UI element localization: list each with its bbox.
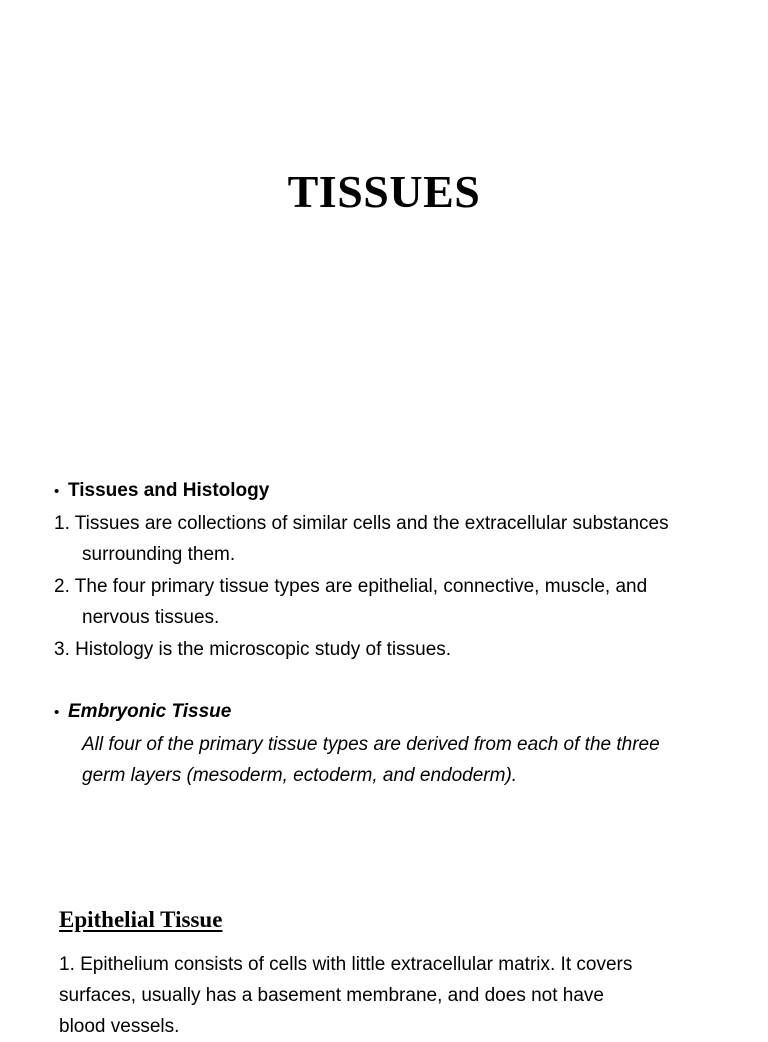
epithelial-heading: Epithelial Tissue bbox=[59, 907, 223, 932]
bullet-icon: • bbox=[54, 704, 60, 721]
embryonic-tissue-section bbox=[54, 696, 734, 792]
bullet-icon: • bbox=[54, 483, 60, 500]
list-item-continuation: surrounding them. bbox=[82, 544, 236, 565]
section-heading: Embryonic Tissue bbox=[68, 701, 232, 722]
paragraph-line: blood vessels. bbox=[59, 1016, 180, 1037]
bullet-item bbox=[54, 475, 734, 508]
paragraph-line: germ layers (mesoderm, ectoderm, and endoderm). bbox=[82, 765, 518, 786]
paragraph-line: surfaces, usually has a basement membrane, and does not have bbox=[59, 985, 604, 1006]
paragraph-line: All four of the primary tissue types are derived from each of the three bbox=[82, 733, 660, 755]
paragraph-line: 1. Epithelium consists of cells with little extracellular matrix. It covers bbox=[59, 954, 633, 975]
bullet-item bbox=[54, 696, 734, 729]
tissues-histology-section bbox=[54, 475, 734, 665]
list-item: 3. Histology is the microscopic study of tissues. bbox=[54, 638, 452, 660]
list-item: 2. The four primary tissue types are epithelial, connective, muscle, and bbox=[54, 575, 648, 597]
list-item: 1. Tissues are collections of similar cells and the extracellular substances bbox=[54, 512, 669, 534]
page-title: TISSUES bbox=[287, 166, 481, 217]
epithelial-section bbox=[59, 949, 739, 1042]
list-item-continuation: nervous tissues. bbox=[82, 607, 220, 628]
section-heading: Tissues and Histology bbox=[68, 480, 270, 501]
